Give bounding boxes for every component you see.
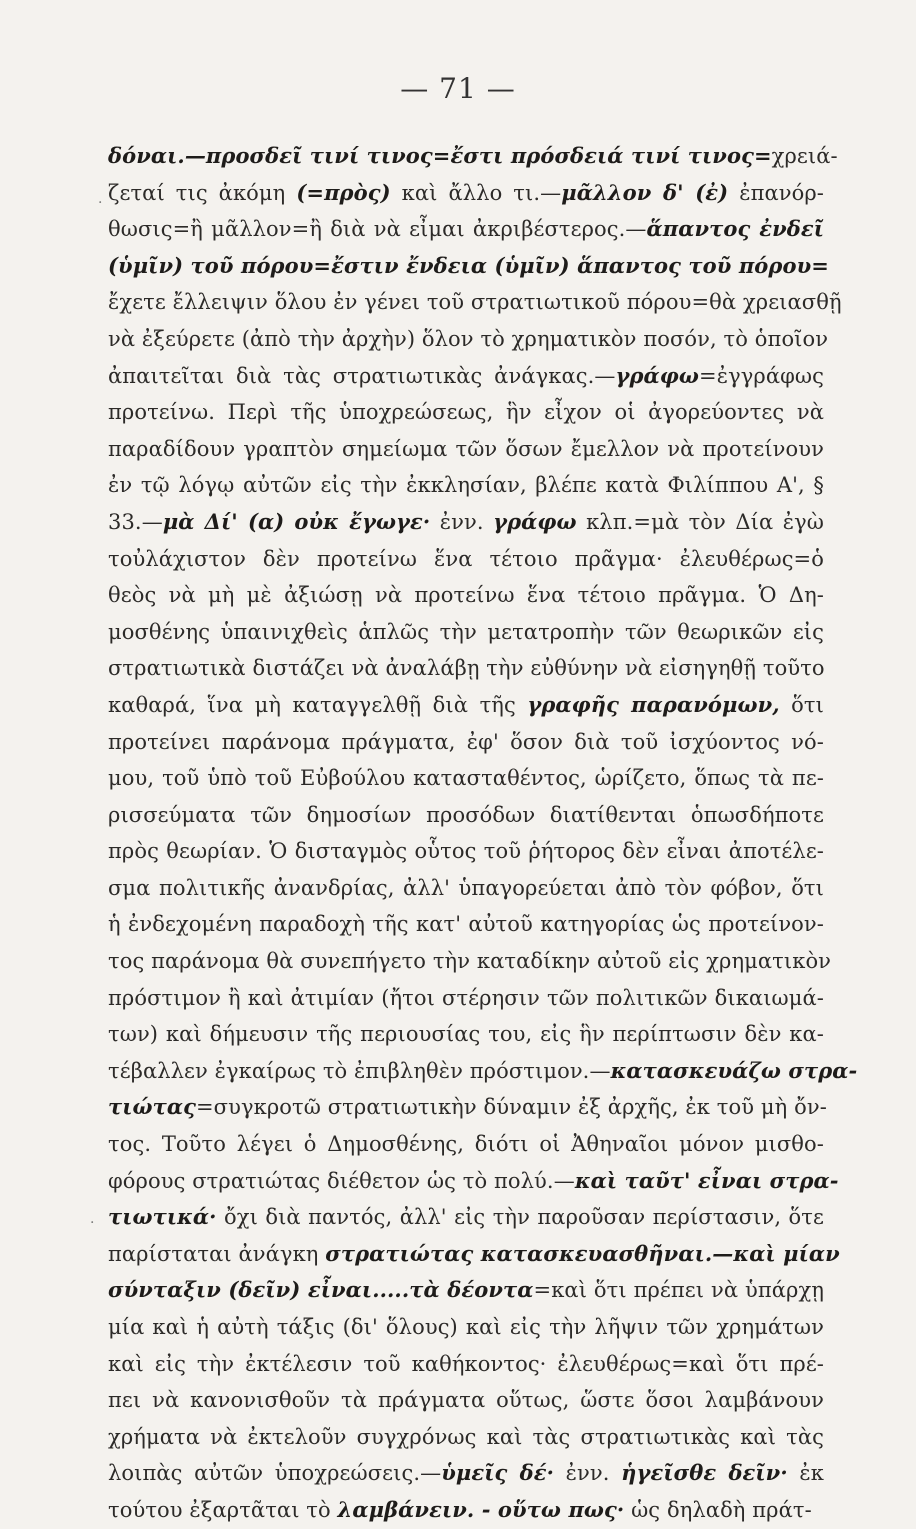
lemma-text: μὰ Δί' (α) οὐκ ἔγωγε·	[162, 508, 431, 534]
lemma-text: μᾶλλον δ' (ἐ)	[561, 179, 729, 205]
lemma-text: τιωτικά·	[108, 1204, 217, 1230]
gloss-text: ἐκ	[787, 1461, 825, 1486]
text-line	[108, 687, 824, 724]
gloss-text: φόρους στρατιώτας διέθετον ὡς τὸ πολύ.—	[108, 1168, 575, 1193]
text-line	[108, 870, 824, 907]
gloss-text: ὡς δηλαδὴ πράτ-	[624, 1497, 812, 1522]
gloss-text: μοσθένης ὑπαινιχθεὶς ἁπλῶς τὴν μετατροπὴν τῶν θεωρικῶν εἰς	[108, 619, 824, 644]
text-line	[108, 724, 824, 761]
gloss-text: ρισσεύματα τῶν δημοσίων προσόδων διατίθενται ὁπωσδήποτε	[108, 802, 824, 827]
text-line	[108, 1126, 824, 1163]
gloss-text: τος. Τοῦτο λέγει ὁ Δημοσθένης, διότι οἱ Ἀθηναῖοι μόνον μισθο-	[108, 1132, 824, 1157]
lemma-text: δόναι.—προσδεῖ τινί τινος=ἔστι πρόσδειά τινί τινος=	[108, 143, 772, 168]
gloss-text: πρὸς θεωρίαν. Ὁ δισταγμὸς οὗτος τοῦ ῥήτορος δὲν εἶναι ἀποτέλε-	[108, 839, 824, 864]
gloss-text: κλπ.=μὰ τὸν Δία ἐγὼ	[576, 509, 824, 534]
gloss-text: =καὶ ὅτι πρέπει νὰ ὑπάρχῃ	[533, 1278, 825, 1303]
text-line	[108, 1199, 824, 1236]
gloss-text: καθαρά, ἵνα μὴ καταγγελθῇ διὰ τῆς	[108, 692, 528, 717]
lemma-text: κατασκευάζω στρα-	[610, 1057, 858, 1083]
lemma-text: ὑμεῖς δέ·	[441, 1460, 555, 1486]
gloss-text: παρίσταται ἀνάγκη	[108, 1241, 326, 1266]
text-line	[108, 650, 824, 687]
gloss-text: ἔχετε ἔλλειψιν ὅλου ἐν γένει τοῦ στρατιωτικοῦ πόρου=θὰ χρειασθῇ	[108, 290, 842, 315]
text-line	[108, 504, 824, 541]
gloss-text: χρειά-	[771, 144, 838, 168]
gloss-text: λοιπὰς αὐτῶν ὑποχρεώσεις.—	[108, 1461, 442, 1486]
gloss-text: προτείνει παράνομα πράγματα, ἐφ' ὅσον διὰ τοῦ ἰσχύοντος νό-	[108, 729, 824, 754]
lemma-text: (=πρὸς)	[296, 179, 391, 205]
text-line	[108, 577, 824, 614]
text-line	[108, 467, 824, 504]
gloss-text: ἡ ἐνδεχομένη παραδοχὴ τῆς κατ' αὐτοῦ κατηγορίας ὡς προτείνον-	[108, 912, 824, 937]
gloss-text: καὶ εἰς τὴν ἐκτέλεσιν τοῦ καθήκοντος· ἐλευθέρως=καὶ ὅτι πρέ-	[108, 1351, 824, 1376]
body-text	[108, 138, 858, 1529]
gloss-text: μου, τοῦ ὑπὸ τοῦ Εὐβούλου κατασταθέντος, ὡρίζετο, ὅπως τὰ πε-	[108, 766, 824, 791]
gloss-text: θεὸς νὰ μὴ μὲ ἀξιώσῃ νὰ προτείνω ἕνα τέτοιο πρᾶγμα. Ὁ Δη-	[108, 583, 824, 608]
gloss-text: =συγκροτῶ στρατιωτικὴν δύναμιν ἐξ ἀρχῆς, ἐκ τοῦ μὴ ὄν-	[195, 1095, 827, 1120]
margin-mark: ·	[90, 1215, 95, 1231]
gloss-text: ὅτι	[779, 692, 824, 717]
lemma-text: ἡγεῖσθε δεῖν·	[621, 1460, 788, 1486]
gloss-text: ἀπαιτεῖται διὰ τὰς στρατιωτικὰς ἀνάγκας.—	[108, 363, 616, 388]
gloss-text: ἐνν.	[554, 1461, 622, 1486]
text-line	[108, 1419, 824, 1456]
text-line	[108, 1163, 839, 1200]
text-line	[108, 1346, 824, 1383]
gloss-text: προτείνω. Περὶ τῆς ὑποχρεώσεως, ἣν εἶχον οἱ ἀγορεύοντες νὰ	[108, 400, 824, 425]
text-line	[108, 1492, 824, 1529]
lemma-text: καὶ ταῦτ' εἶναι στρα-	[574, 1167, 839, 1193]
text-line	[108, 1089, 827, 1126]
gloss-text: ζεταί τις ἀκόμη	[108, 180, 297, 205]
text-line	[108, 760, 824, 797]
gloss-text: ὄχι διὰ παντός, ἀλλ' εἰς τὴν παροῦσαν περίστασιν, ὅτε	[216, 1205, 824, 1230]
gloss-text: 33.—	[108, 509, 163, 534]
text-line	[108, 1455, 824, 1492]
margin-mark: ·	[98, 195, 103, 211]
gloss-text: τέβαλλεν ἐγκαίρως τὸ ἐπιβληθὲν πρόστιμον.—	[108, 1058, 611, 1083]
text-line	[108, 906, 824, 943]
text-line	[108, 175, 824, 212]
gloss-text: πει νὰ κανονισθοῦν τὰ πράγματα οὕτως, ὥστε ὅσοι λαμβάνουν	[108, 1388, 824, 1413]
lemma-text: σύνταξιν (δεῖν) εἶναι.....τὰ δέοντα	[108, 1277, 534, 1303]
text-line	[108, 541, 824, 578]
lemma-text: γραφῆς παρανόμων,	[527, 691, 780, 717]
text-line	[108, 1309, 824, 1346]
gloss-text: θωσις=ἢ μᾶλλον=ἢ διὰ νὰ εἶμαι ἀκριβέστερος.—	[108, 217, 647, 242]
lemma-text: στρατιώτας κατασκευασθῆναι.—καὶ μίαν	[325, 1240, 840, 1266]
gloss-text: ἐνν.	[430, 509, 494, 534]
gloss-text: των) καὶ δήμευσιν τῆς περιουσίας του, εἰς ἣν περίπτωσιν δὲν κα-	[108, 1022, 824, 1047]
text-line	[108, 980, 824, 1017]
text-line	[108, 1016, 824, 1053]
gloss-text: ἐν τῷ λόγῳ αὐτῶν εἰς τὴν ἐκκλησίαν, βλέπε κατὰ Φιλίππου Α', §	[108, 473, 824, 498]
lemma-text: γράφω	[493, 508, 577, 534]
lemma-text: λαμβάνειν. - οὕτω πως·	[337, 1496, 625, 1522]
text-line	[108, 394, 824, 431]
lemma-text: γράφω	[615, 362, 700, 388]
gloss-text: νὰ ἐξεύρετε (ἀπὸ τὴν ἀρχὴν) ὅλον τὸ χρηματικὸν ποσόν, τὸ ὁποῖον	[108, 326, 829, 351]
gloss-text: =ἐγγράφως	[699, 363, 824, 388]
text-line	[108, 138, 838, 175]
text-line	[108, 943, 832, 980]
text-line	[108, 1053, 858, 1090]
gloss-text: παραδίδουν γραπτὸν σημείωμα τῶν ὅσων ἔμελλον νὰ προτείνουν	[108, 436, 824, 461]
text-line	[108, 358, 824, 395]
text-line	[108, 1272, 824, 1309]
gloss-text: ἐπανόρ-	[728, 180, 825, 205]
text-line	[108, 431, 824, 468]
gloss-text: μία καὶ ἡ αὐτὴ τάξις (δι' ὅλους) καὶ εἰς τὴν λῆψιν τῶν χρημάτων	[108, 1315, 824, 1339]
text-line	[108, 1382, 824, 1419]
text-line	[108, 614, 824, 651]
gloss-text: τος παράνομα θὰ συνεπήγετο τὴν καταδίκην αὐτοῦ εἰς χρηματικὸν	[108, 949, 832, 974]
lemma-text: τιώτας	[108, 1094, 196, 1120]
lemma-text: ἅπαντος ἐνδεῖ	[646, 216, 824, 242]
gloss-text: καὶ ἄλλο τι.—	[390, 180, 562, 205]
gloss-text: τούτου ἐξαρτᾶται τὸ	[108, 1497, 338, 1522]
gloss-text: χρήματα νὰ ἐκτελοῦν συγχρόνως καὶ τὰς στρατιωτικὰς καὶ τὰς	[108, 1424, 824, 1449]
gloss-text: στρατιωτικὰ διστάζει νὰ ἀναλάβῃ τὴν εὐθύνην νὰ εἰσηγηθῇ τοῦτο	[108, 656, 825, 681]
text-line	[108, 833, 824, 870]
text-line	[108, 284, 842, 321]
page-number: — 71 —	[400, 72, 516, 105]
text-line	[108, 321, 829, 358]
text-line	[108, 248, 829, 285]
text-line	[108, 1236, 840, 1273]
gloss-text: τοὐλάχιστον δὲν προτείνω ἕνα τέτοιο πρᾶγμα· ἐλευθέρως=ὁ	[108, 546, 824, 571]
lemma-text: (ὑμῖν) τοῦ πόρου=ἔστιν ἔνδεια (ὑμῖν) ἅπαντος τοῦ πόρου=	[108, 252, 829, 278]
text-line	[108, 211, 824, 248]
gloss-text: πρόστιμον ἢ καὶ ἀτιμίαν (ἤτοι στέρησιν τῶν πολιτικῶν δικαιωμά-	[108, 985, 824, 1010]
text-line	[108, 797, 824, 834]
gloss-text: σμα πολιτικῆς ἀνανδρίας, ἀλλ' ὑπαγορεύεται ἀπὸ τὸν φόβον, ὅτι	[108, 875, 824, 900]
